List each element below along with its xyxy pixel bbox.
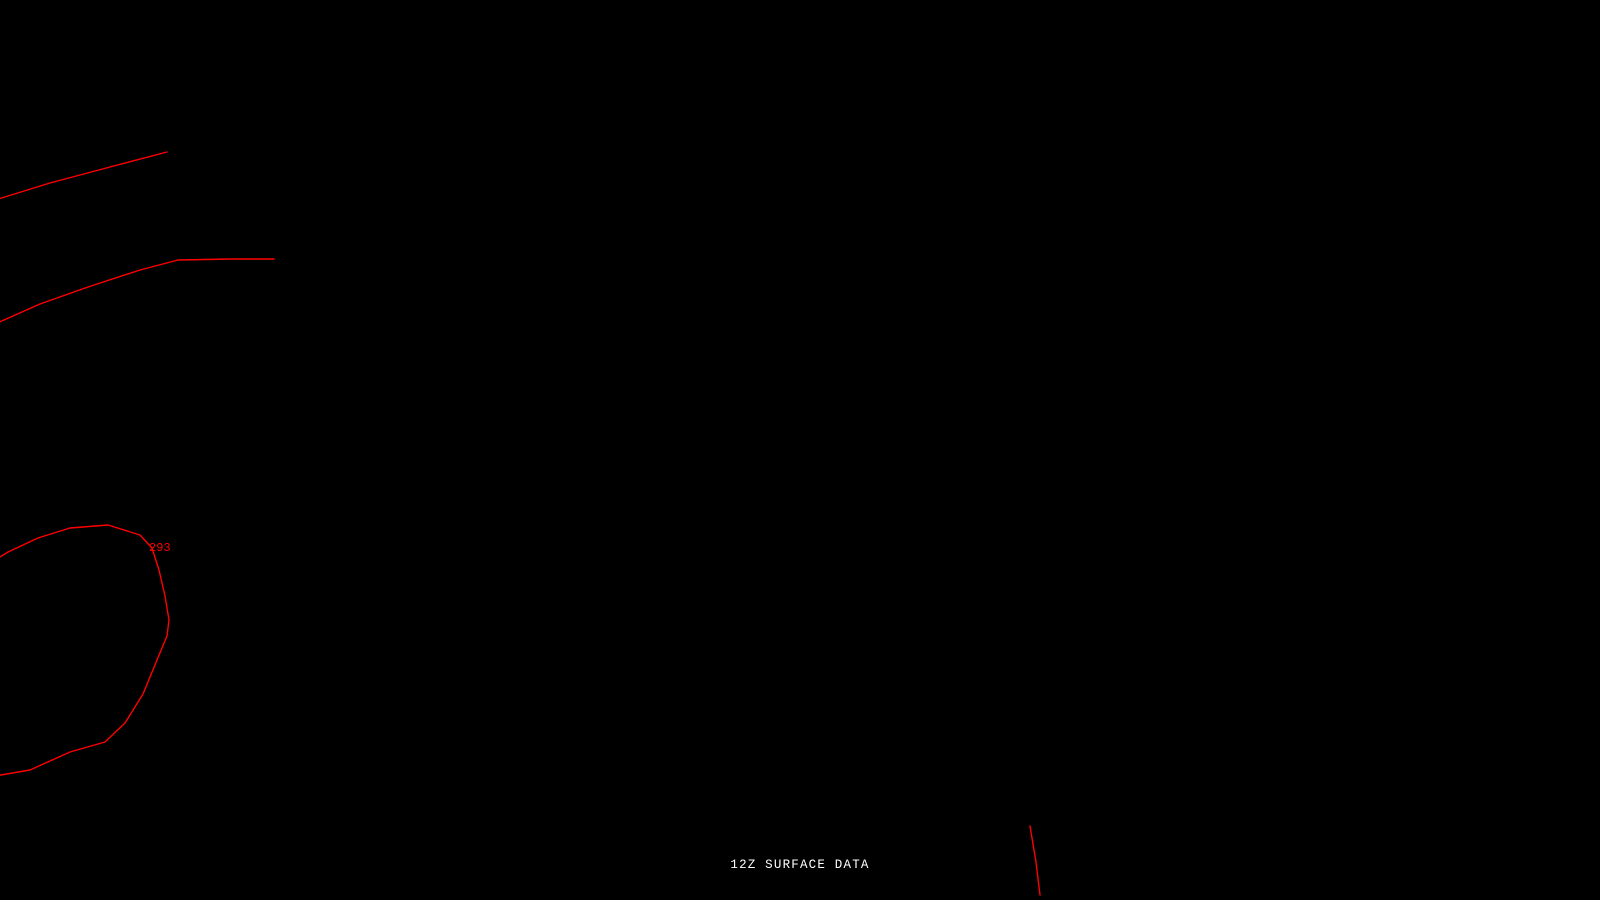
- contour-isopleth-upper-left-2: [0, 259, 274, 324]
- contour-closed-isopleth-293: [0, 525, 169, 776]
- contour-isopleth-upper-left-1: [0, 152, 167, 200]
- contour-group: [0, 152, 1040, 895]
- contour-value-label-293: 293: [149, 541, 171, 555]
- map-caption: 12Z SURFACE DATA: [730, 858, 870, 872]
